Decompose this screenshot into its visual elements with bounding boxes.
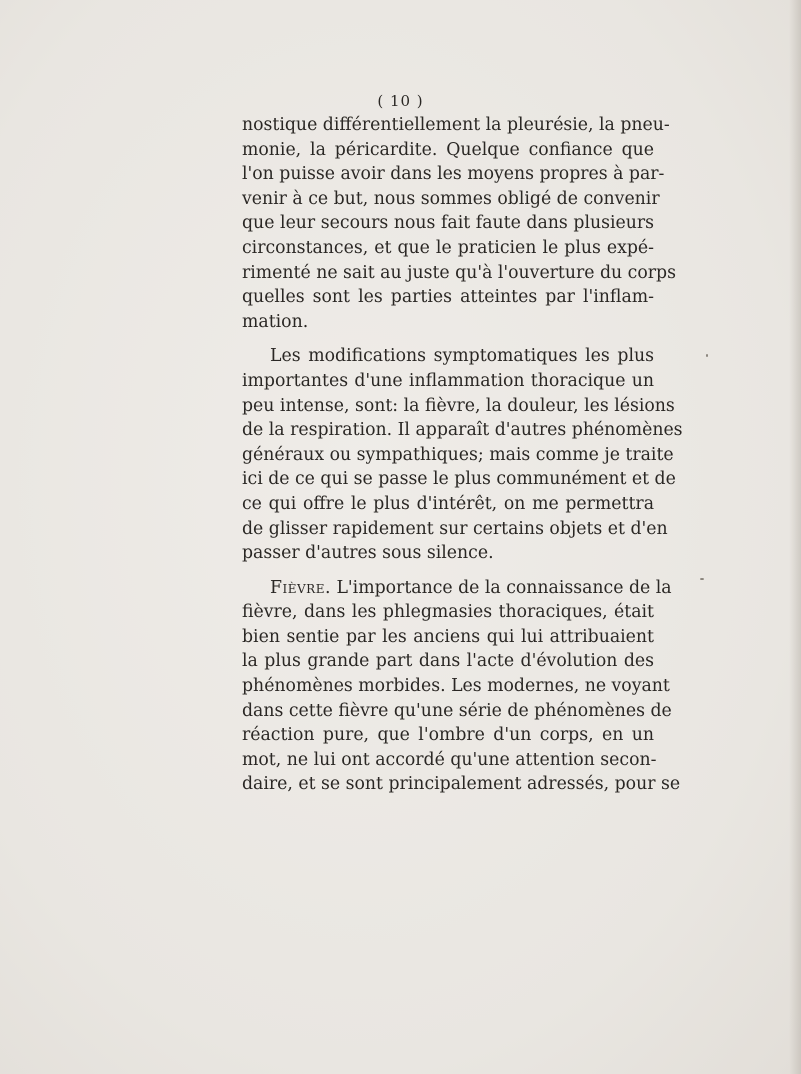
body-text — [242, 113, 683, 797]
text-line: phénomènes morbides. Les modernes, ne voyant — [242, 676, 670, 697]
text-line: l'on puisse avoir dans les moyens propres à par- — [242, 164, 665, 185]
text-line: mot, ne lui ont accordé qu'une attention secon- — [242, 749, 657, 770]
text-line: quelles sont les parties atteintes par l'inflam- — [242, 287, 654, 308]
text-line: bien sentie par les anciens qui lui attribuaient — [242, 626, 654, 647]
text-line: réaction pure, que l'ombre d'un corps, en un — [242, 725, 654, 746]
paper-speck — [706, 354, 708, 357]
text-line: peu intense, sont: la fièvre, la douleur, les lésions — [242, 395, 675, 416]
paper-speck — [700, 578, 704, 580]
text-line: généraux ou sympathiques; mais comme je traite — [242, 444, 674, 465]
section-heading: Fièvre. — [270, 577, 331, 598]
paragraph-1 — [242, 113, 676, 334]
text-line: circonstances, et que le praticien le plus expé- — [242, 237, 654, 258]
text-line: venir à ce but, nous sommes obligé de convenir — [242, 188, 660, 209]
text-line: la plus grande part dans l'acte d'évolution des — [242, 651, 654, 672]
text-line: ici de ce qui se passe le plus communément et de — [242, 469, 676, 490]
text-line: nostique différentiellement la pleurésie, la pneu- — [242, 115, 670, 135]
text-line: rimenté ne sait au juste qu'à l'ouverture du corps — [242, 262, 676, 283]
text-line: daire, et se sont principalement adressés, pour se — [242, 774, 681, 795]
text-fragment: L'importance de la connaissance de la — [336, 577, 672, 598]
text-line: importantes d'une inflammation thoracique un — [242, 370, 654, 391]
page-edge-shadow — [789, 0, 801, 1074]
paragraph-2 — [242, 344, 683, 565]
paragraph-3 — [242, 576, 681, 797]
text-line: mation. — [242, 311, 309, 332]
text-line: Les modifications symptomatiques les plus — [270, 346, 654, 367]
text-line: monie, la péricardite. Quelque confiance que — [242, 139, 654, 160]
text-line: fièvre, dans les phlegmasies thoraciques, était — [242, 602, 654, 623]
text-line-with-heading — [242, 576, 672, 601]
text-line: de glisser rapidement sur certains objets et d'en — [242, 518, 668, 539]
text-line: que leur secours nous fait faute dans plusieurs — [242, 213, 654, 234]
page-number: ( 10 ) — [377, 92, 424, 110]
text-line: ce qui offre le plus d'intérêt, on me permettra — [242, 493, 654, 514]
text-line: dans cette fièvre qu'une série de phénomènes de — [242, 700, 672, 721]
text-line: passer d'autres sous silence. — [242, 543, 494, 564]
text-line: de la respiration. Il apparaît d'autres phénomènes — [242, 420, 683, 441]
